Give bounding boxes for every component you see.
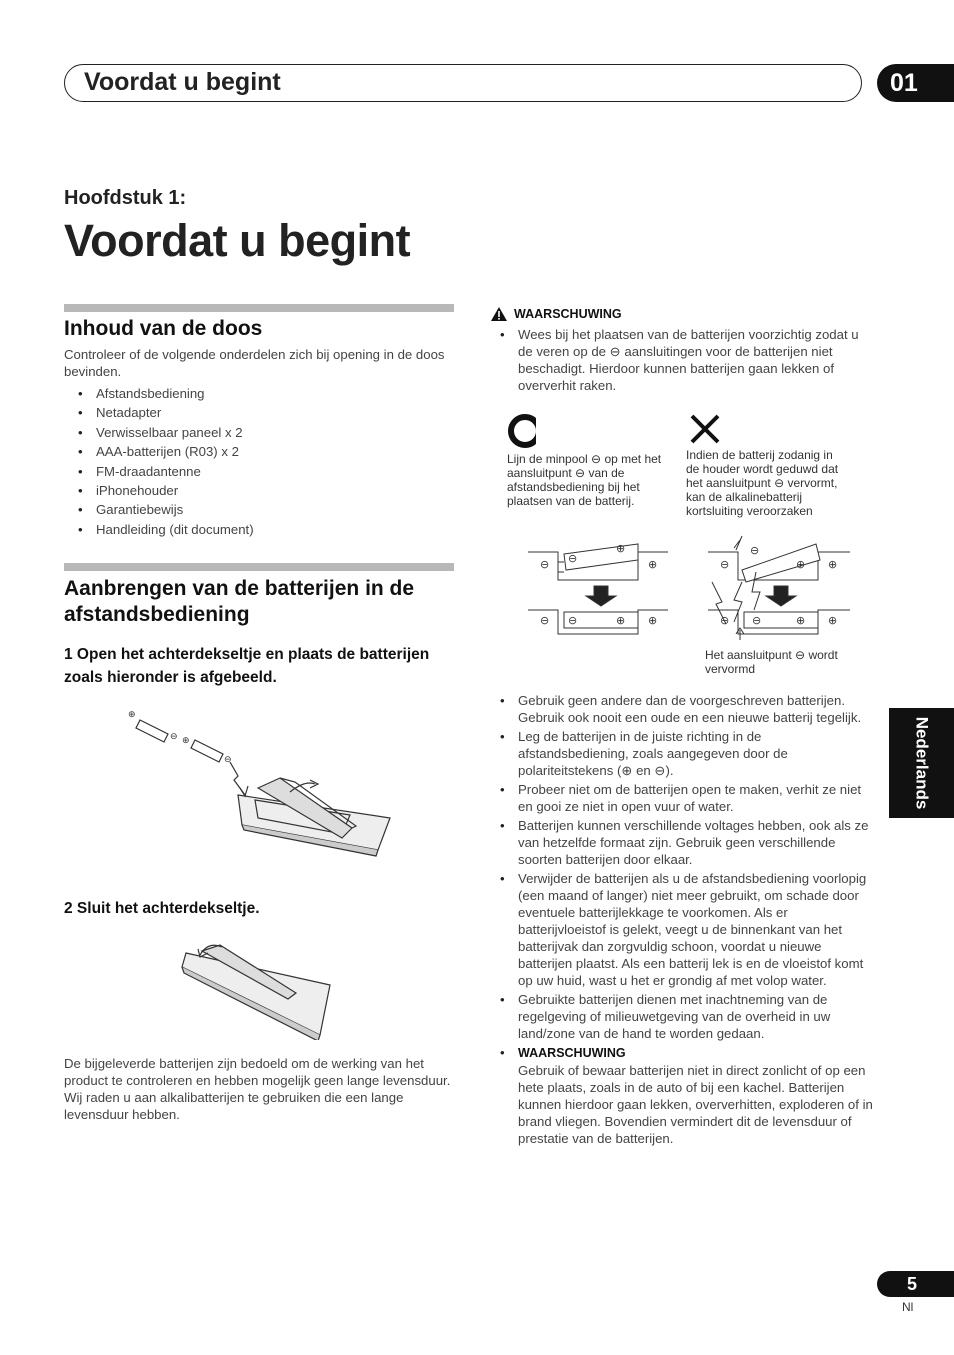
list-item: • Leg de batterijen in de juiste richting in de afstandsbediening, zoals aangegeven door de polariteitstekens (⊕ en ⊖). xyxy=(500,728,875,779)
svg-text:⊖: ⊖ xyxy=(540,614,550,627)
wrong-orientation-text: Indien de batterij zodanig in de houder wordt geduwd dat het aansluitpunt ⊖ vervormt, kan de alkalinebatterij kortsluiting veroorzaken xyxy=(686,448,839,518)
list-item: • Netadapter xyxy=(64,403,454,422)
step-2: 2 Sluit het achterdekseltje. xyxy=(64,900,260,917)
batteries-note: De bijgeleverde batterijen zijn bedoeld om de werking van het product te controleren en hebben mogelijk geen lange levensduur. Wij raden u aan alkalibatterijen te gebruiken die een lange levensduur hebben. xyxy=(64,1056,451,1122)
warning-title: WAARSCHUWING xyxy=(514,307,622,321)
correct-orientation-text: Lijn de minpool ⊖ op met het aansluitpunt ⊖ van de afstandsbediening bij het plaatsen van de batterij. xyxy=(507,452,662,508)
svg-text:⊖: ⊖ xyxy=(720,558,730,571)
wrong-cross-icon xyxy=(688,412,724,448)
box-contents-list xyxy=(64,384,454,539)
batteries-heading: Aanbrengen van de batterijen in de afstandsbediening xyxy=(64,577,415,626)
header-title: Voordat u begint xyxy=(84,68,281,96)
svg-text:⊖: ⊖ xyxy=(750,544,760,557)
page-number: 5 xyxy=(877,1271,954,1297)
step-1: 1 Open het achterdekseltje en plaats de batterijen zoals hieronder is afgebeeld. xyxy=(64,646,430,686)
correct-circle-icon xyxy=(506,412,536,450)
box-contents-section xyxy=(64,316,454,539)
chapter-number-badge: 01 xyxy=(877,64,954,102)
chapter-label: Hoofdstuk 1: xyxy=(64,187,187,209)
list-item: • iPhonehouder xyxy=(64,481,454,500)
svg-text:⊖: ⊖ xyxy=(568,614,578,627)
svg-text:⊕: ⊕ xyxy=(796,614,806,627)
remote-closed-illustration xyxy=(180,935,340,1040)
list-item: • Afstandsbediening xyxy=(64,384,454,403)
precautions-list xyxy=(500,692,875,1147)
svg-text:⊕: ⊕ xyxy=(616,614,626,627)
svg-text:⊖: ⊖ xyxy=(170,732,178,742)
list-item: • Garantiebewijs xyxy=(64,500,454,519)
deformed-terminal-text: Het aansluitpunt ⊖ wordt vervormd xyxy=(705,648,838,676)
batteries-section xyxy=(64,576,454,628)
svg-text:⊖: ⊖ xyxy=(568,552,578,565)
language-code: Nl xyxy=(902,1300,914,1314)
list-item: • Verwisselbaar paneel x 2 xyxy=(64,423,454,442)
svg-text:⊕: ⊕ xyxy=(648,614,658,627)
warning-icon xyxy=(490,306,508,322)
warning-text: • Wees bij het plaatsen van de batterijen voorzichtig zodat u de veren op de ⊖ aansluitingen voor de batterijen niet beschadigt. Hierdoor kunnen batterijen gaan lekken of oververhit raken. xyxy=(500,326,875,394)
list-item: • AAA-batterijen (R03) x 2 xyxy=(64,442,454,461)
box-contents-heading: Inhoud van de doos xyxy=(64,317,263,340)
list-item: • Gebruikte batterijen dienen met inachtneming van de regelgeving of milieuwetgeving van de overheid in uw land/zone van de hand te worden gedaan. xyxy=(500,991,875,1042)
list-item: • Gebruik geen andere dan de voorgeschreven batterijen. Gebruik ook nooit een oude en een nieuwe batterij tegelijk. xyxy=(500,692,875,726)
svg-text:⊕: ⊕ xyxy=(828,614,838,627)
list-item: • Batterijen kunnen verschillende voltages hebben, ook als ze van hetzelfde formaat zijn. Gebruik geen verschillende soorten batterijen door elkaar. xyxy=(500,817,875,868)
svg-text:⊕: ⊕ xyxy=(648,558,658,571)
list-item: • FM-draadantenne xyxy=(64,462,454,481)
chapter-title: Voordat u begint xyxy=(64,215,411,266)
svg-text:⊖: ⊖ xyxy=(224,755,232,765)
section-divider xyxy=(64,304,454,312)
svg-text:⊕: ⊕ xyxy=(616,542,626,555)
list-item: • Probeer niet om de batterijen open te maken, verhit ze niet en gooi ze niet in open vuur of water. xyxy=(500,781,875,815)
list-item xyxy=(500,1044,875,1147)
svg-text:⊕: ⊕ xyxy=(182,736,190,746)
svg-text:⊖: ⊖ xyxy=(540,558,550,571)
svg-text:⊕: ⊕ xyxy=(828,558,838,571)
svg-text:⊖: ⊖ xyxy=(752,614,762,627)
warning-block xyxy=(490,306,875,396)
svg-text:⊕: ⊕ xyxy=(796,558,806,571)
section-divider xyxy=(64,563,454,571)
precautions-section xyxy=(500,692,875,1149)
box-contents-intro: Controleer of de volgende onderdelen zich bij opening in de doos bevinden. xyxy=(64,347,445,379)
remote-open-illustration xyxy=(120,700,400,860)
list-item: • Handleiding (dit document) xyxy=(64,520,454,539)
warning2-text: Gebruik of bewaar batterijen niet in direct zonlicht of op een hete plaats, zoals in de auto of bij een kachel. Batterijen kunnen hierdoor gaan lekken, oververhitten, exploderen of in brand vliegen. Bovendien vermindert dit de levensduur of prestatie van de batterijen. xyxy=(518,1063,873,1146)
svg-text:⊖: ⊖ xyxy=(720,614,730,627)
language-side-tab-label: Nederlands xyxy=(912,716,932,810)
svg-text:⊕: ⊕ xyxy=(128,710,136,720)
warning2-title: WAARSCHUWING xyxy=(518,1046,626,1060)
battery-orientation-illustration xyxy=(526,532,856,652)
list-item: • Verwijder de batterijen als u de afstandsbediening voorlopig (een maand of langer) niet meer gebruikt, om schade door eventuele batterijlekkage te voorkomen. Als er batterijvloeistof is gelekt, veegt u de binnenkant van het batterijvak dan zorgvuldig schoon, voordat u nieuwe batterijen plaatst. Als een batterij lek is en de vloeistof komt op uw huid, wast u het er grondig af met volop water. xyxy=(500,870,875,989)
